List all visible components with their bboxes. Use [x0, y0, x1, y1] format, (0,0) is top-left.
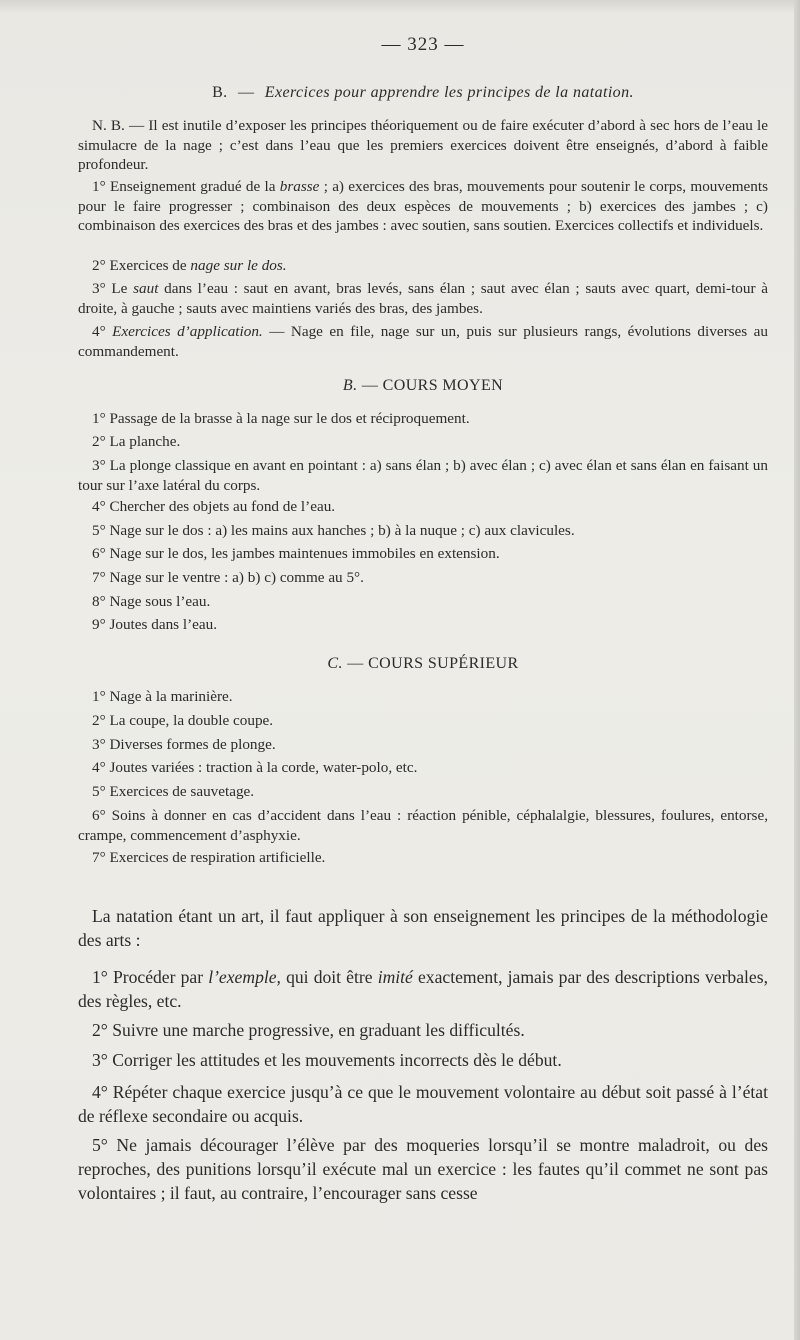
exercise-text: ; a) exercices des bras, mouvements pour soutenir le corps, mouvements pour le faire progresser ; combinaison des deux espèces de mouvements ; b) exercices des jambes ; c) combinaison des exercices des bras et des jambes : avec soutien, sans soutien. Exercices collectifs et individuels. — [78, 178, 768, 235]
section-b-heading — [78, 84, 768, 102]
moyen-item-9: 9° Joutes dans l’eau. — [92, 616, 218, 633]
cours-superieur-title: — COURS SUPÉRIEUR — [347, 655, 519, 672]
methodology-point-4: 4° Répéter chaque exercice jusqu’à ce que le mouvement volontaire au début soit passé à l’état de réflexe secondaire ou acquis. — [78, 1082, 768, 1126]
exercise-emphasis: saut — [133, 280, 159, 297]
section-b-title: Exercices pour apprendre les principes de la natation. — [264, 84, 634, 101]
moyen-item-1: 1° Passage de la brasse à la nage sur le dos et réciproquement. — [92, 410, 470, 427]
moyen-item-7: 7° Nage sur le ventre : a) b) c) comme au 5°. — [92, 569, 364, 586]
moyen-item-4: 4° Chercher des objets au fond de l’eau. — [92, 498, 336, 515]
methodology-intro: La natation étant un art, il faut appliquer à son enseignement les principes de la méthodologie des arts : — [78, 906, 768, 950]
page-number: — 323 — — [381, 34, 465, 55]
exercise-number: 3° — [92, 280, 106, 297]
exercise-b-1 — [78, 177, 768, 236]
moyen-item-5: 5° Nage sur le dos : a) les mains aux hanches ; b) à la nuque ; c) aux clavicules. — [92, 522, 575, 539]
exercise-emphasis: Exercices d’application. — [112, 323, 263, 340]
top-shadow — [0, 0, 800, 14]
exercise-emphasis: brasse — [279, 178, 320, 195]
methodology-point-3: 3° Corriger les attitudes et les mouvements incorrects dès le début. — [92, 1050, 562, 1070]
methodology-point-2: 2° Suivre une marche progressive, en graduant les difficultés. — [92, 1020, 525, 1040]
exercise-text: Exercices de — [105, 257, 191, 274]
point-text: 1° Procéder par — [92, 967, 209, 987]
superieur-item-7: 7° Exercices de respiration artificielle. — [92, 849, 326, 866]
exercise-number: 4° — [92, 323, 106, 340]
nb-paragraph: N. B. — Il est inutile d’exposer les principes théoriquement ou de faire exécuter d’abord à sec hors de l’eau le simulacre de la nage ; c’est dans l’eau que les premiers exercices doivent être enseignés, d’abord à faible profondeur. — [78, 117, 768, 174]
exercise-b-4 — [78, 322, 768, 361]
section-b-letter: B. — [212, 84, 228, 101]
superieur-item-1: 1° Nage à la marinière. — [92, 688, 233, 705]
cours-moyen-title: — COURS MOYEN — [361, 377, 504, 394]
exercise-number: 1° — [92, 178, 106, 195]
exercise-emphasis: nage sur le dos. — [190, 257, 287, 274]
exercise-b-3 — [78, 279, 768, 318]
exercise-number: 2° — [92, 257, 106, 274]
superieur-item-6: 6° Soins à donner en cas d’accident dans l’eau : réaction pénible, céphalalgie, blessures, foulures, entorse, crampe, commencement d’asphyxie. — [78, 807, 768, 844]
moyen-item-2: 2° La planche. — [92, 433, 181, 450]
moyen-item-3: 3° La plonge classique en avant en pointant : a) sans élan ; b) avec élan ; c) avec élan et sans élan en faisant un tour sur l’axe latéral du corps. — [78, 457, 768, 494]
section-b-dash: — — [237, 84, 255, 101]
cours-moyen-heading — [78, 377, 768, 395]
superieur-item-5: 5° Exercices de sauvetage. — [92, 783, 255, 800]
cours-superieur-letter: C. — [327, 655, 343, 672]
methodology-point-1 — [78, 965, 768, 1013]
superieur-item-3: 3° Diverses formes de plonge. — [92, 736, 276, 753]
superieur-item-4: 4° Joutes variées : traction à la corde, water-polo, etc. — [92, 759, 418, 776]
exercise-text: Le — [105, 280, 134, 297]
methodology-point-5: 5° Ne jamais décourager l’élève par des moqueries lorsqu’il se montre maladroit, ou des reproches, des punitions lorsqu’il exécute mal un exercice : les fautes qu’il commet ne sont pas volontaires ; il faut, au contraire, l’encourager sans cesse — [78, 1135, 768, 1203]
exercise-b-2 — [78, 256, 768, 276]
moyen-item-8: 8° Nage sous l’eau. — [92, 593, 211, 610]
cours-moyen-letter: B. — [342, 377, 358, 394]
point-emphasis: imité — [377, 967, 413, 987]
point-text: qui doit être — [280, 967, 378, 987]
exercise-text: dans l’eau : saut en avant, bras levés, sans élan ; saut avec élan ; sauts avec quart, demi-tour à droite, à gauche ; sauts avec maintiens variés des bras, des jambes. — [78, 280, 768, 317]
exercise-text: Enseignement gradué de la — [105, 178, 280, 195]
exercise-text: — Nage en file, nage sur un, puis sur plusieurs rangs, évolutions diverses au commandement. — [78, 323, 769, 360]
superieur-item-2: 2° La coupe, la double coupe. — [92, 712, 274, 729]
point-text: exactement, jamais par des descriptions verbales, des règles, etc. — [78, 967, 768, 1011]
cours-superieur-heading — [78, 655, 768, 673]
moyen-item-6: 6° Nage sur le dos, les jambes maintenues immobiles en extension. — [92, 545, 500, 562]
page-edge — [794, 0, 800, 1340]
point-emphasis: l’exemple, — [208, 967, 281, 987]
